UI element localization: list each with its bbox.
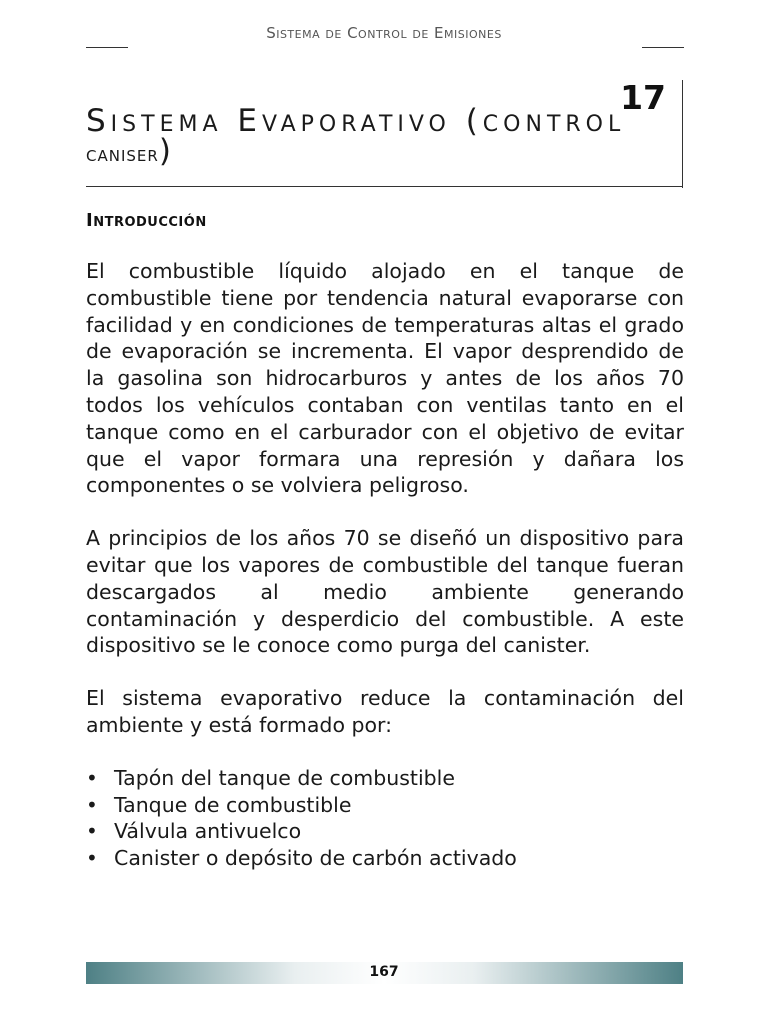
list-item: • Válvula antivuelco — [114, 818, 684, 845]
header-rule-right — [642, 47, 684, 48]
body-text — [86, 258, 684, 872]
chapter-title-close: ) — [158, 133, 176, 169]
component-list — [86, 765, 684, 872]
chapter-title-line2 — [86, 133, 684, 169]
list-item: • Tanque de combustible — [114, 792, 684, 819]
chapter-title — [86, 103, 684, 169]
list-item: • Tapón del tanque de combustible — [114, 765, 684, 792]
chapter-number: 17 — [620, 78, 666, 117]
header-rule-left — [86, 47, 128, 48]
paragraph: El sistema evaporativo reduce la contaminación del ambiente y está formado por: — [86, 686, 684, 737]
chapter-title-line1: Sistema Evaporativo (control — [86, 103, 626, 139]
title-underline — [86, 186, 683, 187]
list-item: • Canister o depósito de carbón activado — [114, 845, 684, 872]
page-number: 167 — [369, 964, 399, 980]
paragraph: A principios de los años 70 se diseñó un dispositivo para evitar que los vapores de combustible del tanque fueran descargados al medio ambiente generando contaminación y desperdicio del combustible. A este dispositivo se le conoce como purga del canister. — [86, 526, 684, 658]
running-header: Sistema de Control de Emisiones — [266, 24, 502, 42]
chapter-title-cont: caniser — [86, 142, 159, 166]
paragraph: El combustible líquido alojado en el tanque de combustible tiene por tendencia natural evaporarse con facilidad y en condiciones de temperaturas altas el grado de evaporación se incrementa. El vapor desprendido de la gasolina son hidrocarburos y antes de los años 70 todos los vehículos contaban con ventilas tanto en el tanque como en el carburador con el objetivo de evitar que el vapor formara una represión y dañara los componentes o se volviera peligroso. — [86, 259, 684, 498]
section-heading: Introducción — [86, 210, 207, 231]
